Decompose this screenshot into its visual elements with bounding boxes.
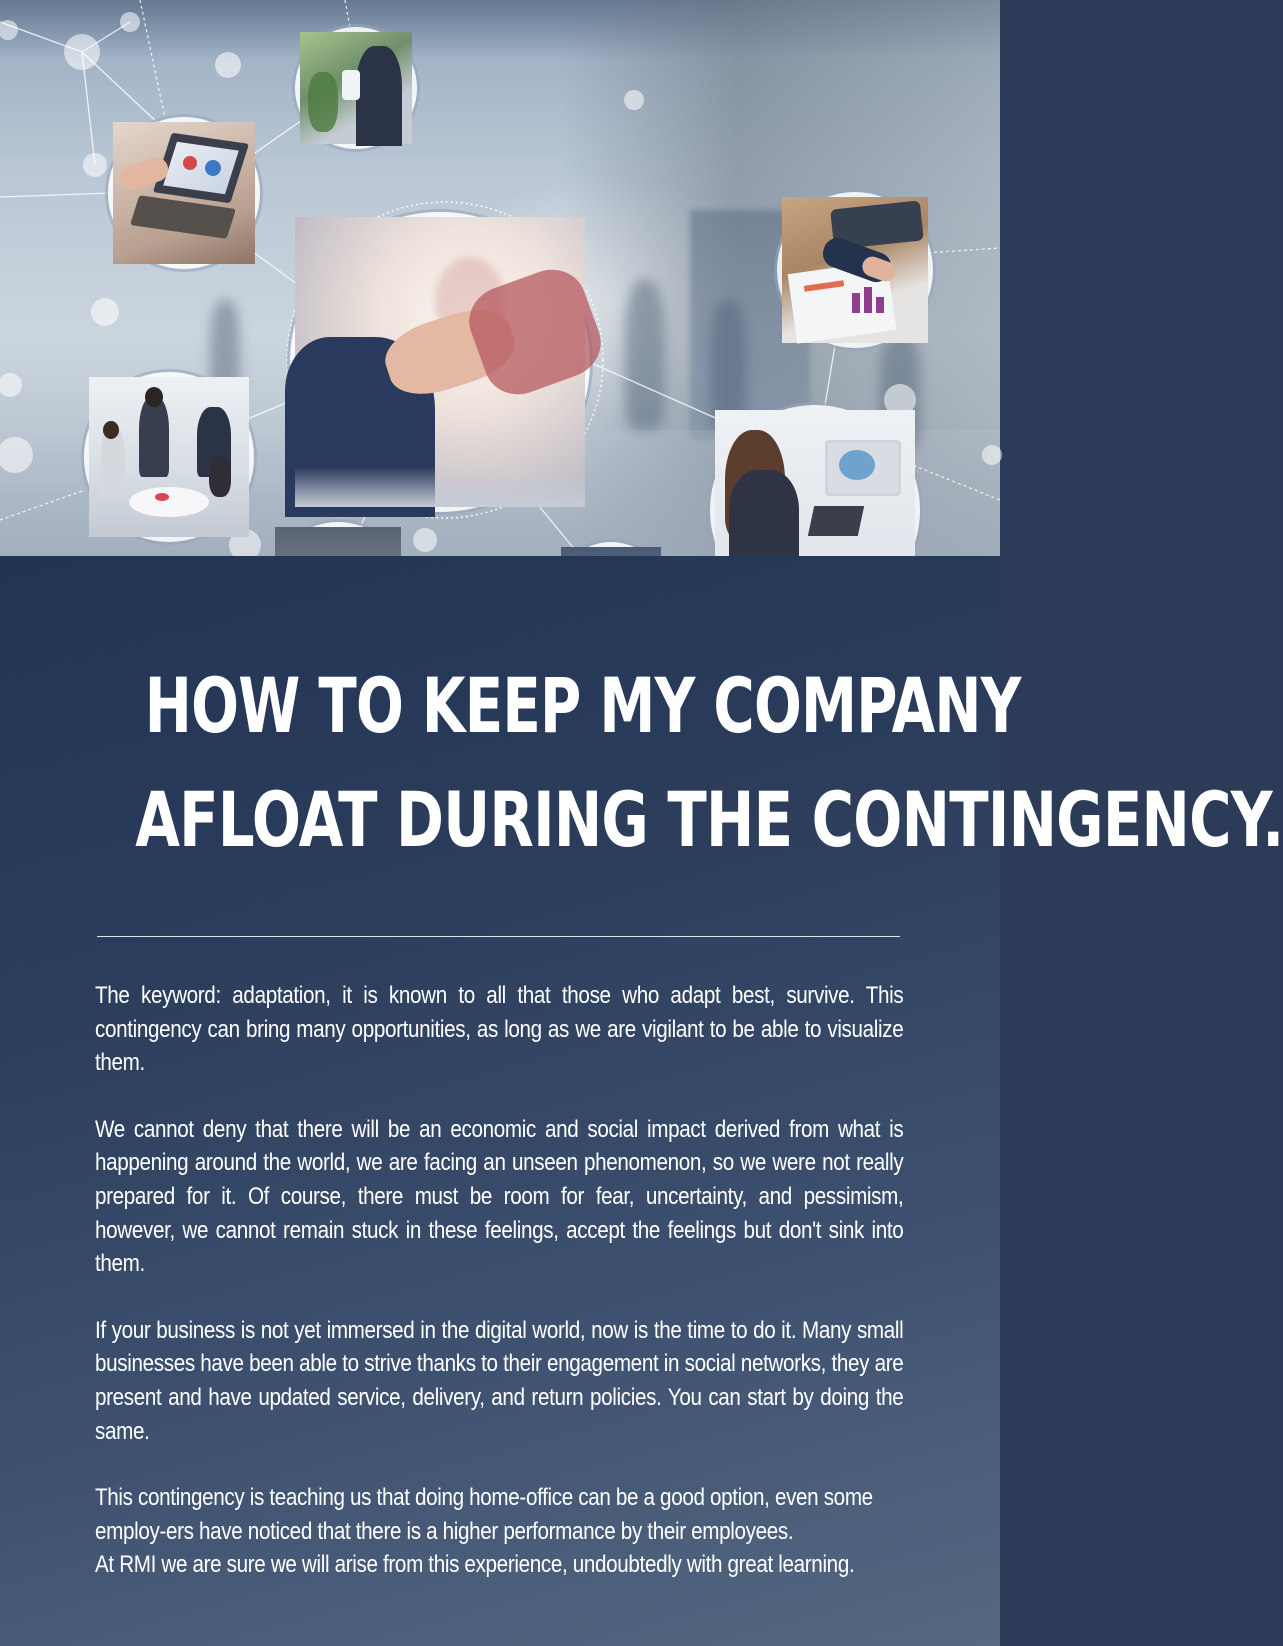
handshake-photo — [290, 212, 590, 512]
paragraph-digital-world: If your business is not yet immersed in the digital world, now is the time to do it. Many small businesses have been able to strive thanks to their engagement in social networks, they are present and have updated service, delivery, and return policies. You can start by doing the same. — [95, 1316, 904, 1445]
article-body — [95, 979, 903, 1615]
hero-image — [0, 0, 1000, 556]
paragraph-economic-impact: We cannot deny that there will be an economic and social impact derived from what is happening around the world, we are facing an unseen phenomenon, so we were not really prepared for it. Of course, there must be room for fear, uncertainty, and pessimism, however, we cannot remain stuck in these feelings, accept the feelings but don't sink into them. — [95, 1115, 904, 1278]
article-title-line-2: AFLOAT DURING THE CONTINGENCY. — [135, 775, 1283, 864]
article-title — [20, 649, 1283, 877]
paragraph-home-office: This contingency is teaching us that doing home-office can be a good option, even some employ-ers have noticed that there is a higher performance by their employees. At RMI we are sure we will arise from this experience, undoubtedly with great learning. — [95, 1484, 873, 1579]
laptop-charts-photo — [108, 117, 260, 269]
article-content — [0, 556, 1283, 1646]
paragraph-adaptation: The keyword: adaptation, it is known to all that those who adapt best, survive. This contingency can bring many opportunities, as long as we are vigilant to be able to visualize them. — [95, 982, 904, 1077]
article-title-line-1: HOW TO KEEP MY COMPANY — [144, 661, 1021, 750]
team-meeting-photo — [84, 372, 254, 542]
phone-user-photo — [295, 27, 417, 149]
title-divider — [97, 936, 900, 937]
document-signing-photo — [777, 192, 933, 348]
